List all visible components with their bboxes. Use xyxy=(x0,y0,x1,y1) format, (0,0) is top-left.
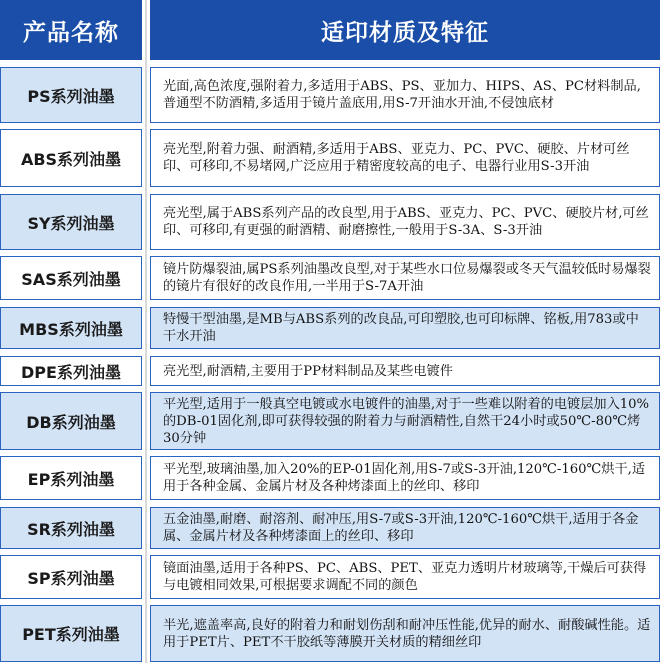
header-product-name: 产品名称 xyxy=(0,0,142,60)
product-name-dpe: DPE系列油墨 xyxy=(0,356,142,386)
product-desc-pet: 半光,遮盖率高,良好的附着力和耐划伤刮和耐冲压性能,优异的耐水、耐酸碱性能。适用于PET片、PET不干胶纸等薄膜开关材质的精细丝印 xyxy=(150,605,660,662)
product-name-mbs: MBS系列油墨 xyxy=(0,307,142,349)
header-material-features: 适印材质及特征 xyxy=(150,0,660,60)
product-name-sr: SR系列油墨 xyxy=(0,507,142,549)
product-name-abs: ABS系列油墨 xyxy=(0,129,142,187)
product-name-sas: SAS系列油墨 xyxy=(0,256,142,300)
product-desc-sas: 镜片防爆裂油,属PS系列油墨改良型,对于某些水口位易爆裂或冬天气温较低时易爆裂的镜片有很好的改良作用,一半用于S-7A开油 xyxy=(150,256,660,300)
product-name-ep: EP系列油墨 xyxy=(0,456,142,500)
product-desc-ep: 平光型,玻璃油墨,加入20%的EP-01固化剂,用S-7或S-3开油,120℃-160℃烘干,适用于各种金属、金属片材及各种烤漆面上的丝印、移印 xyxy=(150,456,660,500)
product-desc-abs: 亮光型,附着力强、耐酒精,多适用于ABS、亚克力、PC、PVC、硬胶、片材可丝印、可移印,不易堵网,广泛应用于精密度较高的电子、电器行业用S-3开油 xyxy=(150,129,660,187)
product-name-sp: SP系列油墨 xyxy=(0,555,142,599)
product-name-ps: PS系列油墨 xyxy=(0,67,142,123)
product-desc-dpe: 亮光型,耐酒精,主要用于PP材料制品及某些电镀件 xyxy=(150,356,660,386)
table-header xyxy=(0,0,660,60)
product-name-sy: SY系列油墨 xyxy=(0,194,142,250)
column-divider xyxy=(145,0,147,663)
product-desc-mbs: 特慢干型油墨,是MB与ABS系列的改良品,可印塑胶,也可印标牌、铭板,用783或中干水开油 xyxy=(150,307,660,349)
product-desc-sp: 镜面油墨,适用于各种PS、PC、ABS、PET、亚克力透明片材玻璃等,干燥后可获得与电镀相同效果,可根据要求调配不同的颜色 xyxy=(150,555,660,599)
product-desc-sr: 五金油墨,耐磨、耐溶剂、耐冲压,用S-7或S-3开油,120℃-160℃烘干,适用于各金属、金属片材及各种烤漆面上的丝印、移印 xyxy=(150,507,660,549)
product-desc-sy: 亮光型,属于ABS系列产品的改良型,用于ABS、亚克力、PC、PVC、硬胶片材,可丝印、可移印,有更强的耐酒精、耐磨擦性,一般用于S-3A、S-3开油 xyxy=(150,194,660,250)
product-desc-db: 平光型,适用于一般真空电镀或水电镀件的油墨,对于一些难以附着的电镀层加入10%的DB-01固化剂,即可获得较强的附着力与耐酒精性,自然干24小时或50℃-80℃烤30分钟 xyxy=(150,392,660,450)
product-desc-ps: 光面,高色浓度,强附着力,多适用于ABS、PS、亚加力、HIPS、AS、PC材料制品,普通型不防酒精,多适用于镜片盖底用,用S-7开油水开油,不侵蚀底材 xyxy=(150,67,660,123)
product-name-db: DB系列油墨 xyxy=(0,392,142,450)
product-name-pet: PET系列油墨 xyxy=(0,605,142,662)
